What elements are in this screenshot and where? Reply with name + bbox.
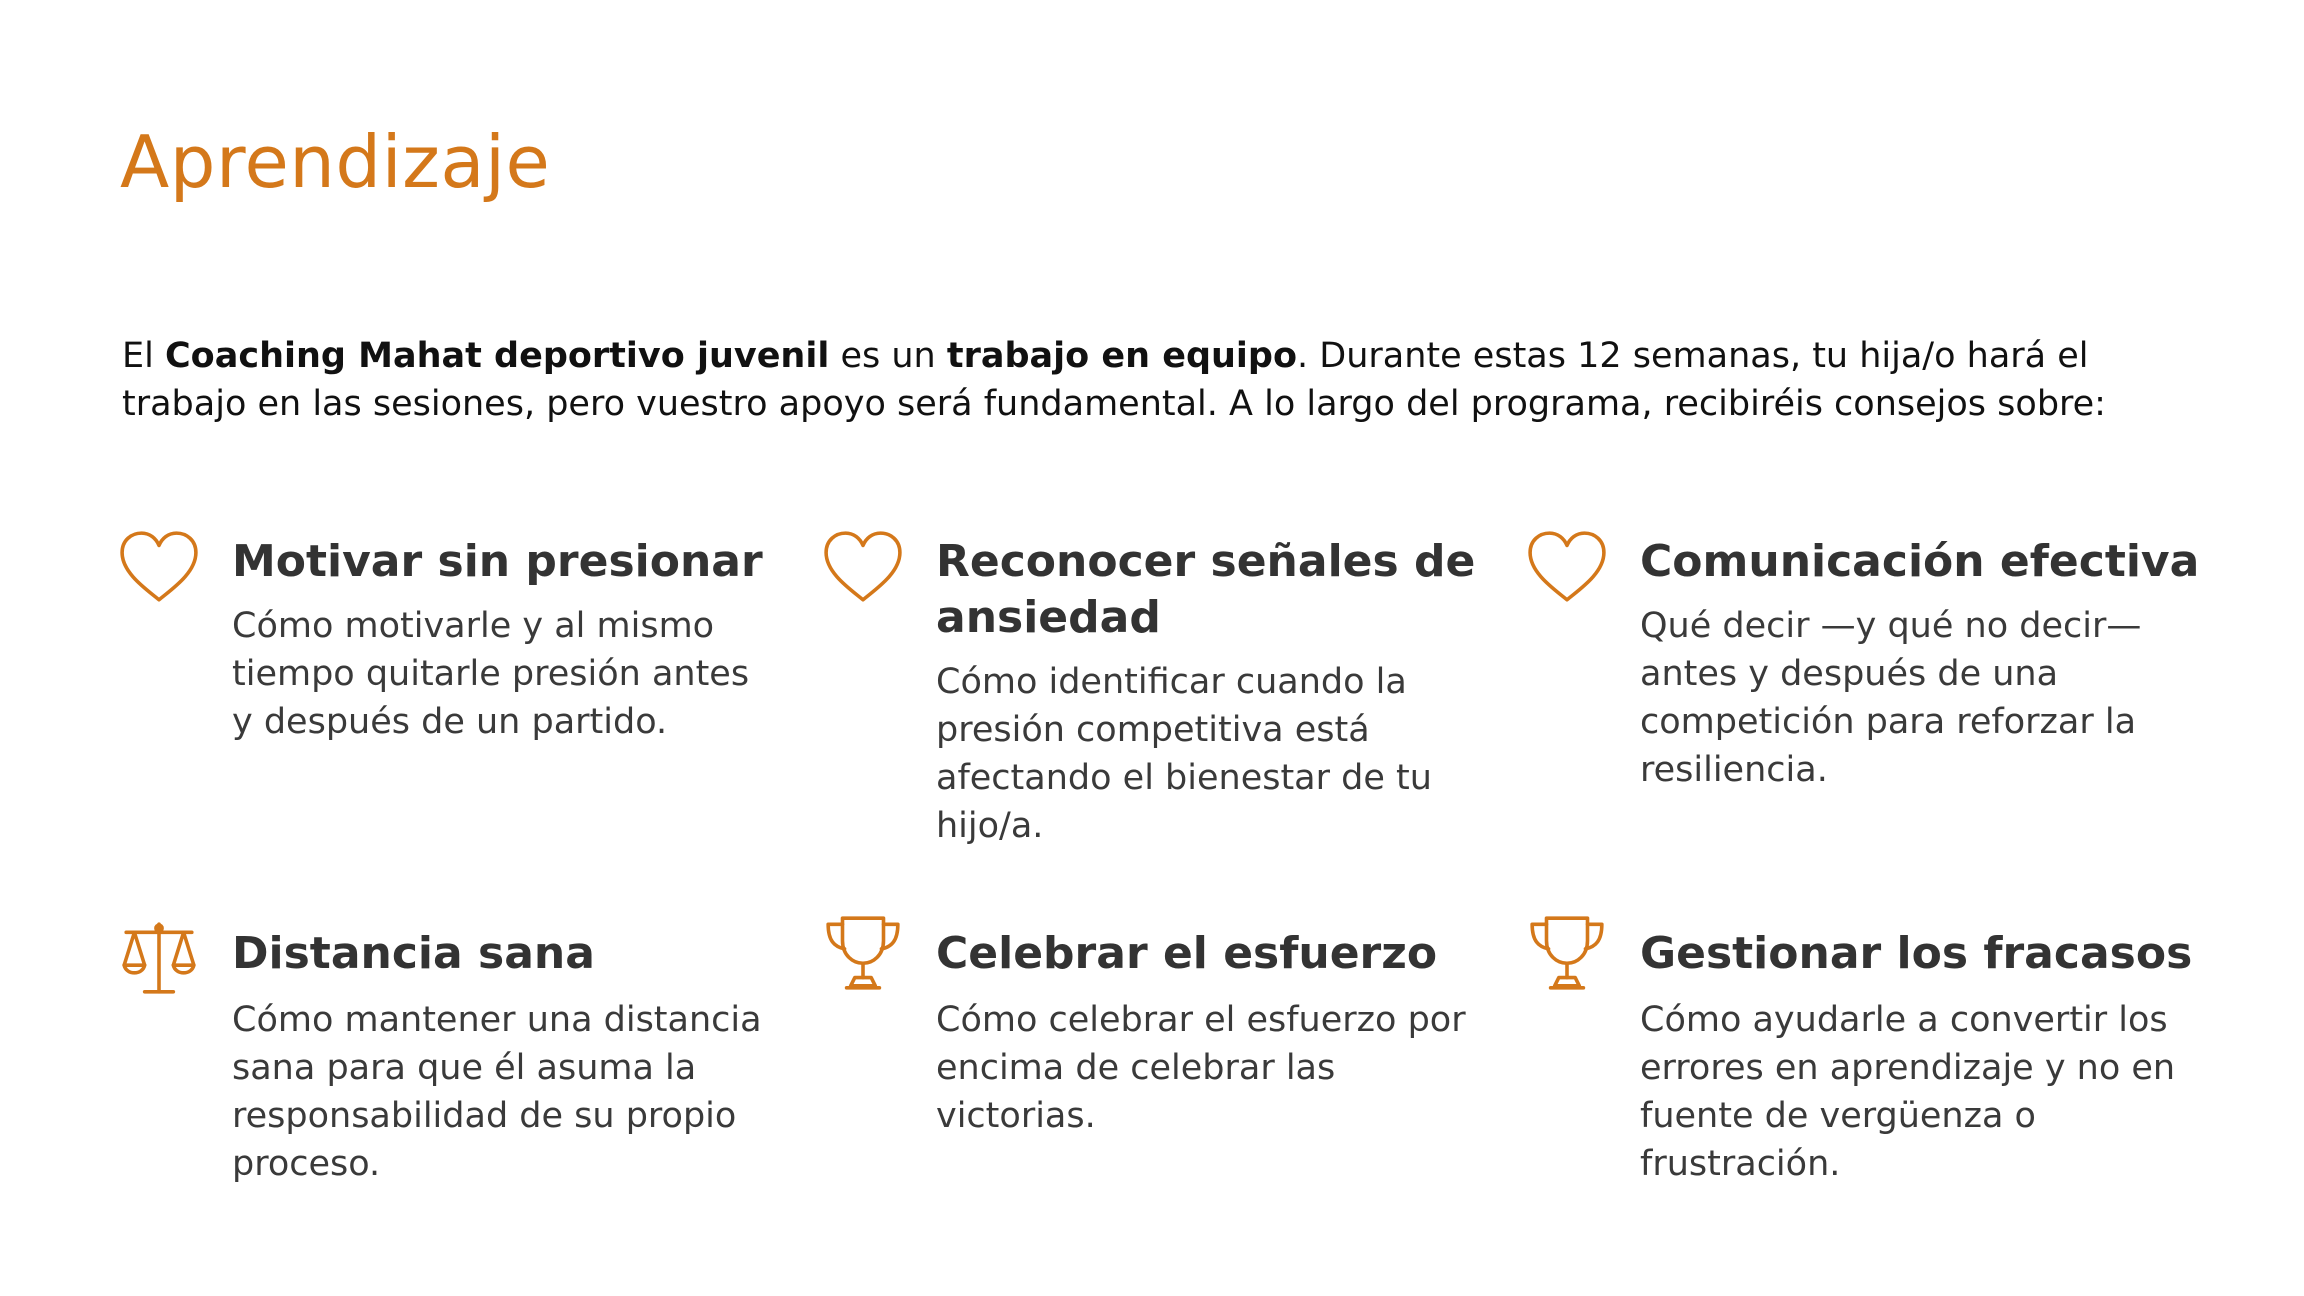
card-heading: Gestionar los fracasos (1640, 928, 2193, 979)
intro-bold-program: Coaching Mahat deportivo juvenil (164, 336, 830, 376)
card-heading: Distancia sana (232, 928, 595, 979)
trophy-icon (1526, 912, 1608, 994)
card-description: Cómo motivarle y al mismo tiempo quitarle presión antes y después de un partido. (232, 606, 750, 742)
heart-icon (118, 528, 200, 610)
card-description: Cómo ayudarle a convertir los errores en aprendizaje y no en fuente de vergüenza o frustración. (1640, 1000, 2176, 1184)
trophy-icon (822, 912, 904, 994)
card-description: Cómo identificar cuando la presión competitiva está afectando el bienestar de tu hijo/a. (936, 662, 1432, 846)
intro-paragraph (122, 332, 2202, 428)
balance-scale-icon (118, 918, 200, 1000)
intro-text-3: . Durante estas 12 semanas, tu hija/o hará el trabajo en las sesiones, pero vuestro apoyo será fundamental. A lo largo del programa, recibiréis consejos sobre: (122, 336, 2106, 424)
card-heading: Comunicación efectiva (1640, 536, 2200, 587)
card-heading: Reconocer señales de ansiedad (936, 536, 1476, 643)
heart-icon (822, 528, 904, 610)
card-description: Cómo mantener una distancia sana para que él asuma la responsabilidad de su propio proceso. (232, 1000, 762, 1184)
intro-text-1: El (122, 336, 165, 376)
card-heading: Motivar sin presionar (232, 536, 763, 587)
page-title: Aprendizaje (120, 120, 551, 204)
card-description: Cómo celebrar el esfuerzo por encima de celebrar las victorias. (936, 1000, 1466, 1136)
heart-icon (1526, 528, 1608, 610)
card-heading: Celebrar el esfuerzo (936, 928, 1438, 979)
intro-text-2: es un (829, 336, 947, 376)
intro-bold-teamwork: trabajo en equipo (946, 336, 1298, 376)
card-description: Qué decir —y qué no decir— antes y después de una competición para reforzar la resiliencia. (1640, 606, 2142, 790)
